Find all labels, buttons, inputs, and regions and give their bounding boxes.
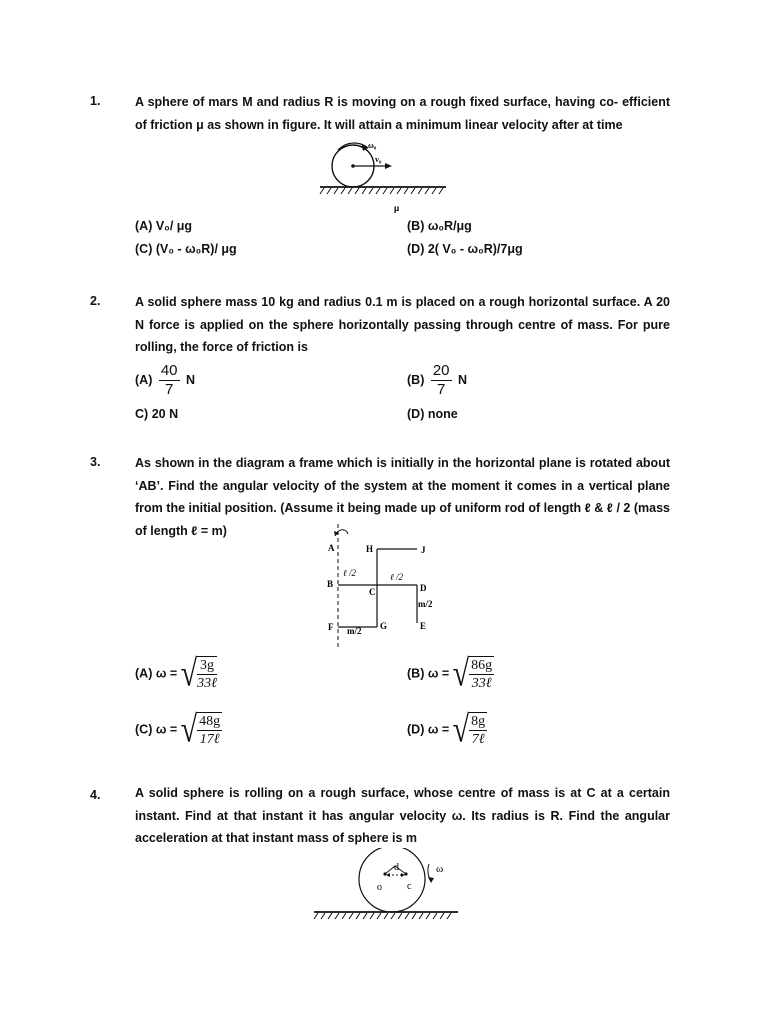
svg-text:ℓ /2: ℓ /2 [343, 568, 356, 578]
svg-text:B: B [327, 579, 334, 589]
option-d[interactable]: (D) none [407, 407, 458, 421]
velocity-label: v₀ [375, 155, 382, 164]
option-b[interactable]: (B) ω₀R/μg [407, 219, 472, 233]
option-d[interactable]: (D) 2( V₀ - ω₀R)/7μg [407, 242, 523, 256]
option-b[interactable]: (B) ω = √ $\frac{86g}{\text{33ℓ}}$ [407, 652, 493, 694]
question-number: 4. [90, 788, 101, 802]
square-root: √ $\frac{48g}{\text{17ℓ}}$ [180, 708, 221, 750]
svg-text:D: D [420, 583, 427, 593]
svg-text:o: o [377, 882, 382, 893]
svg-text:A: A [328, 543, 335, 553]
svg-text:ω: ω [436, 863, 444, 875]
option-a[interactable]: (A) V₀/ μg [135, 219, 193, 233]
question-text: A solid sphere is rolling on a rough surface, whose centre of mass is at C at a certain instant. Find at that instant it has angular velocity ω. Its radius is R. Find the angular acceleration at that instant mass of sphere is m [135, 786, 670, 845]
option-a[interactable]: (A) $\frac{40}{7}$ N [135, 362, 196, 398]
rotating-frame-figure [322, 522, 447, 650]
option-c[interactable]: (C) (V₀ - ω₀R)/ μg [135, 242, 237, 256]
square-root: √ $\frac{86g}{\text{33ℓ}}$ [452, 652, 493, 694]
svg-text:J: J [421, 545, 426, 555]
fraction: $\frac{40}{7}$ [160, 362, 178, 398]
svg-text:F: F [328, 622, 334, 632]
svg-text:C: C [369, 587, 376, 597]
option-d[interactable]: (D) ω = √ $\frac{8g}{\text{7ℓ}}$ [407, 708, 486, 750]
rolling-sphere-figure [310, 848, 465, 920]
svg-text:H: H [366, 544, 374, 554]
svg-text:c: c [407, 881, 412, 892]
fraction: $\frac{20}{7}$ [432, 362, 450, 398]
svg-text:m/2: m/2 [347, 626, 362, 636]
option-a[interactable]: (A) ω = √ $\frac{3g}{\text{33ℓ}}$ [135, 652, 217, 694]
svg-text:G: G [380, 621, 388, 631]
question-text: A sphere of mars M and radius R is moving on a rough fixed surface, having co- efficient of friction μ as shown in figure. It will attain a minimum linear velocity after at time [135, 95, 670, 132]
question-text: As shown in the diagram a frame which is initially in the horizontal plane is rotated about ‘AB’. Find the angular velocity of the system at the moment it comes in a vertical plane from the initial position. (Assume it being made up of uniform rod of length ℓ & ℓ / 2 (mass of length ℓ = m) [135, 456, 670, 538]
sphere-friction-figure [318, 138, 453, 216]
option-b[interactable]: (B) $\frac{20}{7}$ N [407, 362, 468, 398]
square-root: √ $\frac{8g}{\text{7ℓ}}$ [452, 708, 486, 750]
svg-text:d: d [394, 862, 399, 873]
svg-text:E: E [420, 621, 427, 631]
option-c[interactable]: (C) ω = √ $\frac{48g}{\text{17ℓ}}$ [135, 708, 221, 750]
question-number: 2. [90, 294, 101, 308]
svg-text:ℓ /2: ℓ /2 [390, 572, 403, 582]
question-number: 3. [90, 455, 101, 469]
square-root: √ $\frac{3g}{\text{33ℓ}}$ [180, 652, 217, 694]
mu-label: μ [394, 203, 400, 213]
svg-text:m/2: m/2 [418, 599, 433, 609]
question-text: A solid sphere mass 10 kg and radius 0.1 m is placed on a rough horizontal surface. A 20 N force is applied on the sphere horizontally passing through centre of mass. For pure rolling, the force of friction is [135, 295, 670, 354]
question-number: 1. [90, 94, 101, 108]
omega-label: ω₀ [368, 141, 377, 150]
option-c[interactable]: C) 20 N [135, 407, 179, 421]
